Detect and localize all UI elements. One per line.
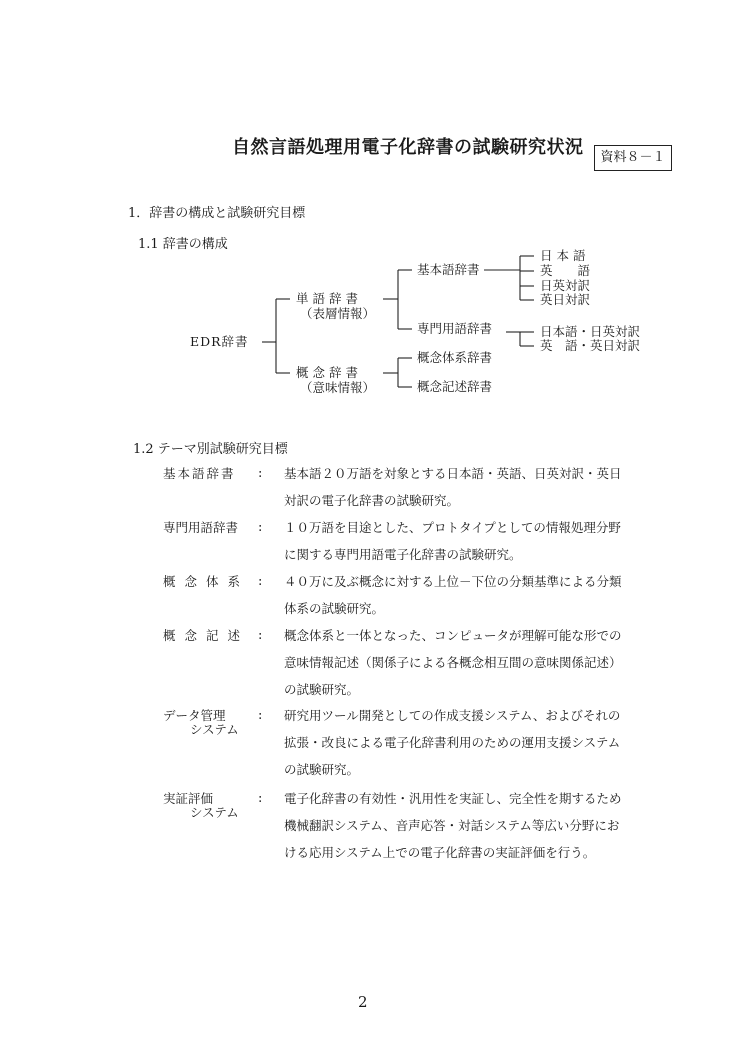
theme-colon: : [258, 791, 263, 806]
theme-term-concept-system: 概念体系 [163, 574, 250, 589]
tree-leaf-special-english: 英 語・英日対訳 [540, 338, 641, 353]
tree-node-concept-dict-sub: （意味情報） [300, 380, 376, 395]
desc-line: 対訳の電子化辞書の試験研究。 [284, 493, 460, 508]
section-1-heading: 1．辞書の構成と試験研究目標 [128, 206, 306, 221]
theme-term-eval-system: システム [190, 805, 239, 820]
theme-colon: : [258, 708, 263, 723]
desc-line: 拡張・改良による電子化辞書利用のための運用支援システム [284, 735, 621, 750]
dictionary-tree-diagram [0, 0, 750, 420]
section-1-1-heading: 1.1 辞書の構成 [138, 237, 228, 252]
desc-line: 概念体系と一体となった、コンピュータが理解可能な形での [284, 628, 622, 643]
tree-leaf-special-japanese: 日本語・日英対訳 [540, 324, 641, 339]
tree-leaf-en-ja: 英日対訳 [540, 292, 591, 307]
theme-desc-eval [284, 785, 656, 866]
tree-root-edr: EDR辞書 [190, 334, 249, 349]
tree-node-special-dict: 専門用語辞書 [417, 321, 493, 336]
desc-line: 体系の試験研究。 [284, 601, 385, 616]
theme-colon: : [258, 520, 263, 535]
theme-desc-data-mgmt [284, 702, 656, 783]
tree-node-concept-dict: 概念辞書 [296, 365, 363, 380]
theme-colon: : [258, 574, 263, 589]
theme-desc-basic-dict [284, 460, 656, 514]
theme-term-basic-dict: 基本語辞書 [163, 466, 236, 481]
section-1-2-heading: 1.2 テーマ別試験研究目標 [133, 442, 288, 457]
theme-desc-special-dict [284, 514, 656, 568]
desc-line: 研究用ツール開発としての作成支援システム、およびそれの [284, 708, 621, 723]
desc-line: 基本語２０万語を対象とする日本語・英語、日英対訳・英日 [284, 466, 622, 481]
desc-line: 電子化辞書の有効性・汎用性を実証し、完全性を期するため [284, 791, 622, 806]
desc-line: の試験研究。 [284, 762, 360, 777]
document-title: 自然言語処理用電子化辞書の試験研究状況 [232, 137, 584, 158]
desc-line: ける応用システム上での電子化辞書の実証評価を行う。 [284, 845, 596, 860]
desc-line: に関する専門用語電子化辞書の試験研究。 [284, 547, 522, 562]
tree-node-word-dict: 単語辞書 [296, 291, 363, 306]
reference-box: 資料８－１ [594, 145, 672, 171]
tree-leaf-japanese: 日 本 語 [540, 248, 586, 263]
theme-term-data-mgmt-system: システム [190, 722, 239, 737]
tree-leaf-english: 英 語 [540, 263, 591, 278]
desc-line: の試験研究。 [284, 682, 360, 697]
desc-line: ４０万に及ぶ概念に対する上位－下位の分類基準による分類 [284, 574, 622, 589]
theme-term-eval: 実証評価 [163, 791, 214, 806]
theme-desc-concept-system [284, 568, 656, 622]
desc-line: 意味情報記述（関係子による各概念相互間の意味関係記述） [284, 655, 622, 670]
tree-node-word-dict-sub: （表層情報） [300, 306, 376, 321]
tree-node-basic-dict: 基本語辞書 [417, 262, 480, 277]
theme-colon: : [258, 628, 263, 643]
tree-node-concept-system-dict: 概念体系辞書 [417, 350, 493, 365]
desc-line: １０万語を目途とした、プロトタイプとしての情報処理分野 [284, 520, 621, 535]
page-number: 2 [358, 993, 368, 1011]
desc-line: 機械翻訳システム、音声応答・対話システム等広い分野にお [284, 818, 620, 833]
theme-desc-concept-desc [284, 622, 656, 703]
tree-leaf-ja-en: 日英対訳 [540, 278, 591, 293]
theme-term-data-mgmt: データ管理 [163, 708, 226, 723]
theme-colon: : [258, 466, 263, 481]
theme-term-special-dict: 専門用語辞書 [163, 520, 239, 535]
tree-node-concept-desc-dict: 概念記述辞書 [417, 379, 493, 394]
theme-term-concept-desc: 概念記述 [163, 628, 250, 643]
